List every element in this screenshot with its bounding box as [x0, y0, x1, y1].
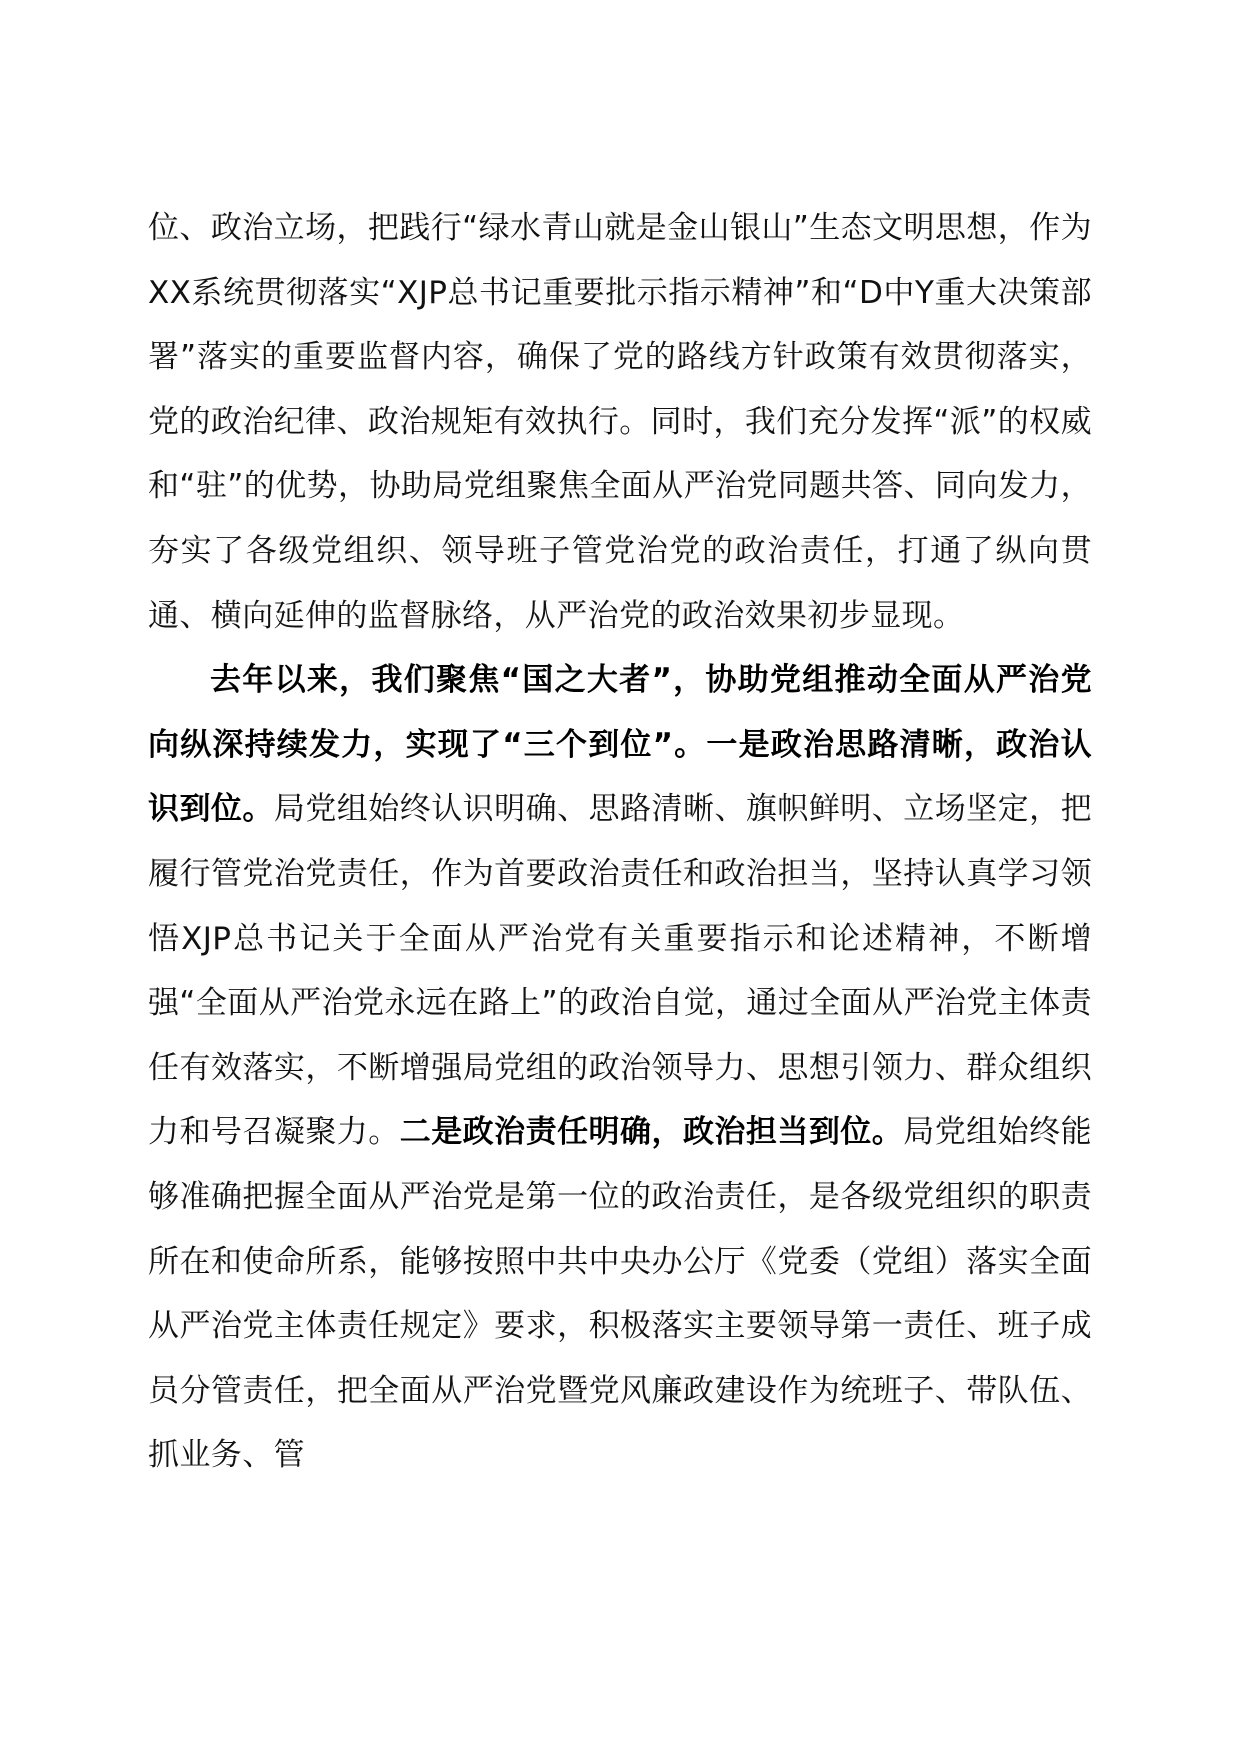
- point-one-heading: 一是政治思路清晰，政治认识到位。: [148, 726, 1092, 828]
- document-body: [148, 196, 1092, 1488]
- paragraph-three-in-place: [148, 648, 1092, 1488]
- point-one-text: 局党组始终认识明确、思路清晰、旗帜鲜明、立场坚定，把履行管党治党责任，作为首要政治责任和政治担当，坚持认真学习领悟XJP总书记关于全面从严治党有关重要指示和论述精神，不断增强“全面从严治党永远在路上”的政治自觉，通过全面从严治党主体责任有效落实，不断增强局党组的政治领导力、思想引领力、群众组织力和号召凝聚力。: [148, 791, 1092, 1151]
- point-two-heading: 二是政治责任明确，政治担当到位。: [399, 1114, 904, 1151]
- paragraph-continuation: 位、政治立场，把践行“绿水青山就是金山银山”生态文明思想，作为XX系统贯彻落实“XJP总书记重要批示指示精神”和“D中Y重大决策部署”落实的重要监督内容，确保了党的路线方针政策有效贯彻落实，党的政治纪律、政治规矩有效执行。同时，我们充分发挥“派”的权威和“驻”的优势，协助局党组聚焦全面从严治党同题共答、同向发力，夯实了各级党组织、领导班子管党治党的政治责任，打通了纵向贯通、横向延伸的监督脉络，从严治党的政治效果初步显现。: [148, 210, 1092, 634]
- paragraph-lead-bold: 去年以来，我们聚焦“国之大者”，协助党组推动全面从严治党向纵深持续发力，实现了“三个到位”。: [148, 662, 1092, 763]
- point-two-text: 局党组始终能够准确把握全面从严治党是第一位的政治责任，是各级党组织的职责所在和使命所系，能够按照中共中央办公厅《党委（党组）落实全面从严治党主体责任规定》要求，积极落实主要领导第一责任、班子成员分管责任，把全面从严治党暨党风廉政建设作为统班子、带队伍、抓业务、管: [148, 1114, 1092, 1474]
